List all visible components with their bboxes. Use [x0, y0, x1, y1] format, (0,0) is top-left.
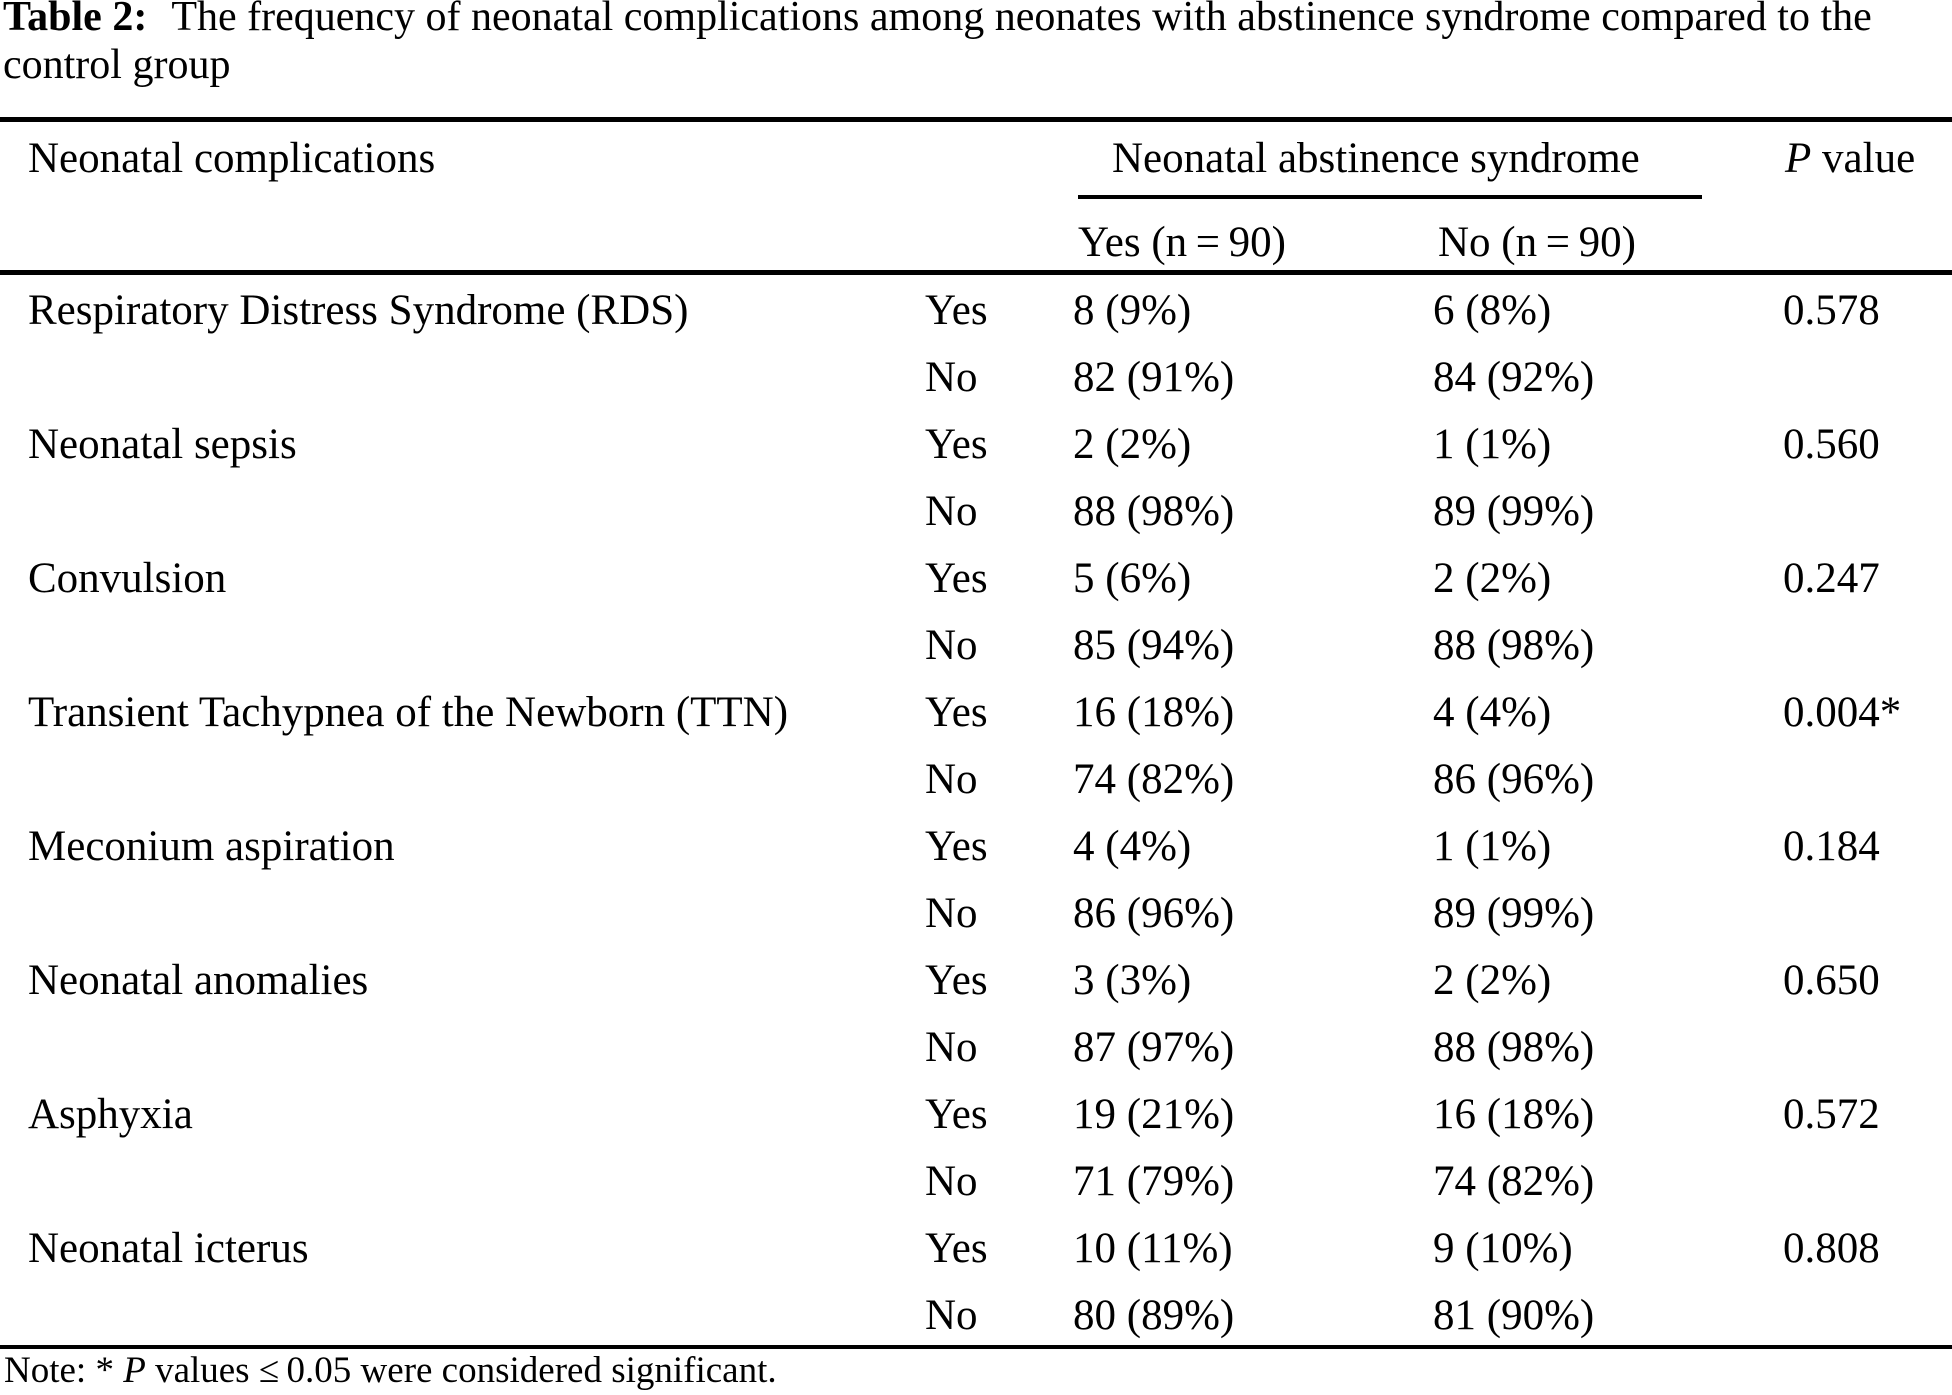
table-row — [0, 679, 1952, 746]
table-row — [0, 1215, 1952, 1282]
status-cell: Yes — [925, 287, 988, 334]
nas-yes-cell: 19 (21%) — [1073, 1091, 1235, 1138]
table-row — [0, 344, 1952, 411]
nas-no-cell: 89 (99%) — [1433, 488, 1595, 535]
nas-yes-cell: 8 (9%) — [1073, 287, 1192, 334]
status-cell: No — [925, 890, 978, 937]
table-row — [0, 1081, 1952, 1148]
nas-no-cell: 2 (2%) — [1433, 555, 1552, 602]
nas-no-cell: 1 (1%) — [1433, 823, 1552, 870]
nas-yes-cell: 88 (98%) — [1073, 488, 1235, 535]
table-row — [0, 813, 1952, 880]
nas-no-cell: 84 (92%) — [1433, 354, 1595, 401]
header-nas-group: Neonatal abstinence syndrome — [1112, 135, 1640, 182]
p-value-cell — [1783, 880, 1952, 947]
nas-yes-cell: 85 (94%) — [1073, 622, 1235, 669]
footnote-p-italic: P — [123, 1350, 146, 1391]
table-row — [0, 947, 1952, 1014]
p-value-cell: 0.650 — [1783, 957, 1880, 1004]
status-cell: No — [925, 1158, 978, 1205]
p-value-cell — [1783, 478, 1952, 545]
table-row — [0, 1014, 1952, 1081]
status-cell: Yes — [925, 1091, 988, 1138]
status-cell: No — [925, 622, 978, 669]
status-cell: Yes — [925, 555, 988, 602]
p-value-cell — [1783, 612, 1952, 679]
status-cell: No — [925, 488, 978, 535]
p-value-cell — [1783, 746, 1952, 813]
complication-cell: Neonatal anomalies — [28, 957, 369, 1004]
nas-no-cell: 88 (98%) — [1433, 1024, 1595, 1071]
nas-yes-cell: 86 (96%) — [1073, 890, 1235, 937]
status-cell: No — [925, 1292, 978, 1339]
subheader-nas-no: No (n = 90) — [1438, 219, 1636, 266]
table-row — [0, 1148, 1952, 1215]
nas-yes-cell: 4 (4%) — [1073, 823, 1192, 870]
status-cell: Yes — [925, 689, 988, 736]
footnote-text: values ≤ 0.05 were considered significant. — [145, 1350, 777, 1391]
nas-no-cell: 88 (98%) — [1433, 622, 1595, 669]
status-cell: Yes — [925, 1225, 988, 1272]
p-value-cell — [1783, 1014, 1952, 1081]
nas-yes-cell: 10 (11%) — [1073, 1225, 1233, 1272]
p-value-cell: 0.184 — [1783, 823, 1880, 870]
nas-no-cell: 6 (8%) — [1433, 287, 1552, 334]
complication-cell: Transient Tachypnea of the Newborn (TTN) — [28, 689, 789, 736]
complication-cell: Asphyxia — [28, 1091, 193, 1138]
complication-cell: Respiratory Distress Syndrome (RDS) — [28, 287, 689, 334]
nas-yes-cell: 82 (91%) — [1073, 354, 1235, 401]
header-neonatal-complications: Neonatal complications — [28, 135, 436, 182]
header-p-italic: P — [1785, 135, 1812, 182]
complication-cell — [0, 1148, 925, 1215]
nas-yes-cell: 87 (97%) — [1073, 1024, 1235, 1071]
status-cell: No — [925, 1024, 978, 1071]
table-row — [0, 478, 1952, 545]
table-row — [0, 1282, 1952, 1349]
nas-no-cell: 2 (2%) — [1433, 957, 1552, 1004]
complication-cell: Neonatal sepsis — [28, 421, 297, 468]
p-value-cell: 0.560 — [1783, 421, 1880, 468]
nas-no-cell: 4 (4%) — [1433, 689, 1552, 736]
table-rule-header — [0, 270, 1952, 275]
p-value-cell: 0.247 — [1783, 555, 1880, 602]
header-p-rest: value — [1822, 135, 1916, 182]
status-cell: Yes — [925, 823, 988, 870]
nas-no-cell: 89 (99%) — [1433, 890, 1595, 937]
footnote-prefix: Note: * — [4, 1350, 124, 1391]
p-value-cell: 0.808 — [1783, 1225, 1880, 1272]
nas-yes-cell: 16 (18%) — [1073, 689, 1235, 736]
nas-yes-cell: 80 (89%) — [1073, 1292, 1235, 1339]
nas-yes-cell: 3 (3%) — [1073, 957, 1192, 1004]
header-p-value — [1785, 137, 1915, 180]
complication-cell — [0, 746, 925, 813]
table-row — [0, 746, 1952, 813]
complication-cell: Meconium aspiration — [28, 823, 395, 870]
p-value-cell: 0.572 — [1783, 1091, 1880, 1138]
complication-cell — [0, 344, 925, 411]
subheader-nas-yes: Yes (n = 90) — [1078, 219, 1286, 266]
complication-cell: Neonatal icterus — [28, 1225, 309, 1272]
table-caption-label: Table 2: — [3, 0, 148, 40]
nas-yes-cell: 74 (82%) — [1073, 756, 1235, 803]
p-value-cell: 0.578 — [1783, 287, 1880, 334]
complication-cell — [0, 1282, 925, 1349]
nas-group-underline — [1078, 195, 1702, 199]
table-rule-top — [0, 117, 1952, 122]
nas-no-cell: 86 (96%) — [1433, 756, 1595, 803]
p-value-cell: 0.004* — [1783, 689, 1902, 736]
status-cell: Yes — [925, 421, 988, 468]
complication-cell — [0, 880, 925, 947]
p-value-cell — [1783, 1282, 1952, 1349]
status-cell: No — [925, 354, 978, 401]
table-footnote — [4, 1350, 777, 1393]
nas-no-cell: 74 (82%) — [1433, 1158, 1595, 1205]
table-caption-text: The frequency of neonatal complications among neonates with abstinence syndrome compared to the control group — [3, 0, 1872, 88]
table-body — [0, 277, 1952, 1349]
table-caption — [3, 0, 1952, 89]
table-row — [0, 612, 1952, 679]
complication-cell — [0, 478, 925, 545]
nas-yes-cell: 2 (2%) — [1073, 421, 1192, 468]
p-value-cell — [1783, 344, 1952, 411]
nas-no-cell: 1 (1%) — [1433, 421, 1552, 468]
nas-no-cell: 16 (18%) — [1433, 1091, 1595, 1138]
table-row — [0, 411, 1952, 478]
complication-cell — [0, 1014, 925, 1081]
complication-cell: Convulsion — [28, 555, 227, 602]
table-rule-bottom — [0, 1345, 1952, 1349]
table-row — [0, 880, 1952, 947]
table-row — [0, 277, 1952, 344]
nas-yes-cell: 71 (79%) — [1073, 1158, 1235, 1205]
status-cell: No — [925, 756, 978, 803]
p-value-cell — [1783, 1148, 1952, 1215]
nas-no-cell: 81 (90%) — [1433, 1292, 1595, 1339]
nas-no-cell: 9 (10%) — [1433, 1225, 1573, 1272]
nas-yes-cell: 5 (6%) — [1073, 555, 1192, 602]
table-row — [0, 545, 1952, 612]
status-cell: Yes — [925, 957, 988, 1004]
complication-cell — [0, 612, 925, 679]
